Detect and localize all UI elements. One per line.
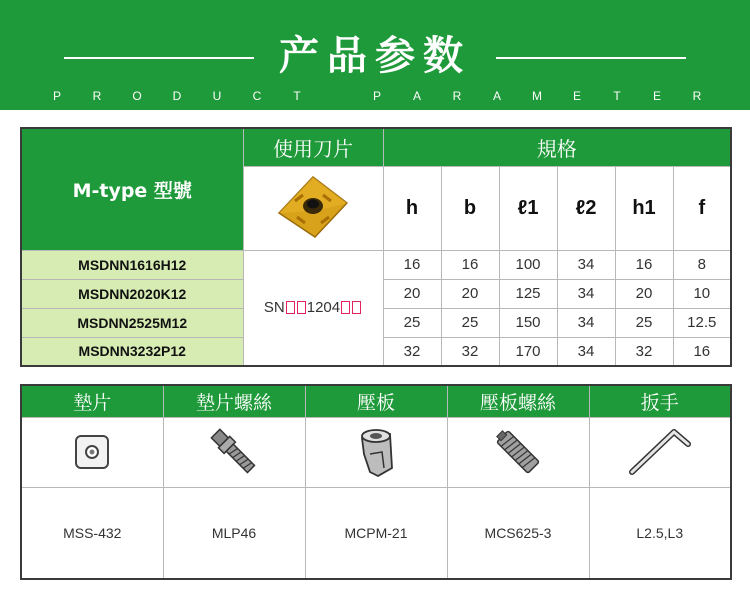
insert-code-mid: 1204 xyxy=(306,299,341,317)
shim-icon xyxy=(72,432,112,472)
value-h: 32 xyxy=(383,337,441,366)
subtitle-letter: T xyxy=(613,89,621,103)
clamp-icon xyxy=(352,424,400,480)
clamp-image-cell xyxy=(305,417,447,487)
subtitle-letter: D xyxy=(172,89,182,103)
value-h: 25 xyxy=(383,308,441,337)
clamp-part-number: MCPM-21 xyxy=(305,487,447,579)
subtitle-letter: P xyxy=(372,89,381,103)
value-l1: 150 xyxy=(499,308,557,337)
spec-table xyxy=(20,127,732,367)
value-h1: 32 xyxy=(615,337,673,366)
subtitle-letter: M xyxy=(532,89,542,103)
table-row xyxy=(21,250,731,279)
insert-header: 使用刀片 xyxy=(243,128,383,166)
parts-header-clamp: 壓板 xyxy=(305,385,447,417)
page-subtitle xyxy=(52,89,702,103)
parts-header-clamp-screw: 壓板螺絲 xyxy=(447,385,589,417)
subtitle-letter: A xyxy=(492,89,501,103)
insert-icon xyxy=(275,173,351,243)
model-name: MSDNN2020K12 xyxy=(21,279,243,308)
insert-code xyxy=(243,250,383,366)
parts-header-shim: 墊片 xyxy=(21,385,163,417)
col-header-h: h xyxy=(383,166,441,250)
col-header-h1: h1 xyxy=(615,166,673,250)
value-l2: 34 xyxy=(557,308,615,337)
insert-image-cell xyxy=(243,166,383,250)
page-title: 产品参数 xyxy=(279,33,471,79)
shim-screw-image-cell xyxy=(163,417,305,487)
banner-rule-right xyxy=(496,57,686,59)
value-b: 32 xyxy=(441,337,499,366)
subtitle-letter: R xyxy=(92,89,102,103)
model-header: M-type 型號 xyxy=(21,128,243,250)
value-h1: 25 xyxy=(615,308,673,337)
wrench-image-cell xyxy=(589,417,731,487)
wrench-part-number: L2.5,L3 xyxy=(589,487,731,579)
value-l1: 125 xyxy=(499,279,557,308)
clamp-screw-icon xyxy=(490,424,546,480)
col-header-l2: ℓ2 xyxy=(557,166,615,250)
value-h: 16 xyxy=(383,250,441,279)
value-h1: 16 xyxy=(615,250,673,279)
parts-header-shim-screw: 墊片螺絲 xyxy=(163,385,305,417)
subtitle-letter: E xyxy=(572,89,581,103)
subtitle-letter: T xyxy=(293,89,301,103)
value-l1: 170 xyxy=(499,337,557,366)
subtitle-letter: P xyxy=(52,89,61,103)
clamp-screw-part-number: MCS625-3 xyxy=(447,487,589,579)
col-header-f: f xyxy=(673,166,731,250)
spec-header: 規格 xyxy=(383,128,731,166)
insert-code-prefix: SN xyxy=(263,299,285,317)
parts-table xyxy=(20,384,732,580)
subtitle-letter xyxy=(332,89,342,103)
value-b: 20 xyxy=(441,279,499,308)
hex-key-icon xyxy=(626,424,694,480)
shim-screw-part-number: MLP46 xyxy=(163,487,305,579)
value-b: 16 xyxy=(441,250,499,279)
subtitle-letter: R xyxy=(692,89,702,103)
value-l1: 100 xyxy=(499,250,557,279)
subtitle-letter: R xyxy=(452,89,462,103)
header-banner xyxy=(0,0,750,110)
col-header-b: b xyxy=(441,166,499,250)
subtitle-letter: E xyxy=(652,89,661,103)
model-name: MSDNN3232P12 xyxy=(21,337,243,366)
subtitle-letter: A xyxy=(412,89,421,103)
value-f: 12.5 xyxy=(673,308,731,337)
subtitle-letter: C xyxy=(252,89,262,103)
clamp-screw-image-cell xyxy=(447,417,589,487)
value-f: 8 xyxy=(673,250,731,279)
value-l2: 34 xyxy=(557,337,615,366)
value-h: 20 xyxy=(383,279,441,308)
shim-screw-icon xyxy=(204,424,264,480)
value-b: 25 xyxy=(441,308,499,337)
banner-rule-left xyxy=(64,57,254,59)
subtitle-letter: U xyxy=(212,89,222,103)
value-l2: 34 xyxy=(557,279,615,308)
col-header-l1: ℓ1 xyxy=(499,166,557,250)
value-h1: 20 xyxy=(615,279,673,308)
subtitle-letter: O xyxy=(132,89,142,103)
value-l2: 34 xyxy=(557,250,615,279)
model-name: MSDNN2525M12 xyxy=(21,308,243,337)
value-f: 10 xyxy=(673,279,731,308)
model-name: MSDNN1616H12 xyxy=(21,250,243,279)
shim-part-number: MSS-432 xyxy=(21,487,163,579)
parts-header-wrench: 扳手 xyxy=(589,385,731,417)
value-f: 16 xyxy=(673,337,731,366)
shim-image-cell xyxy=(21,417,163,487)
